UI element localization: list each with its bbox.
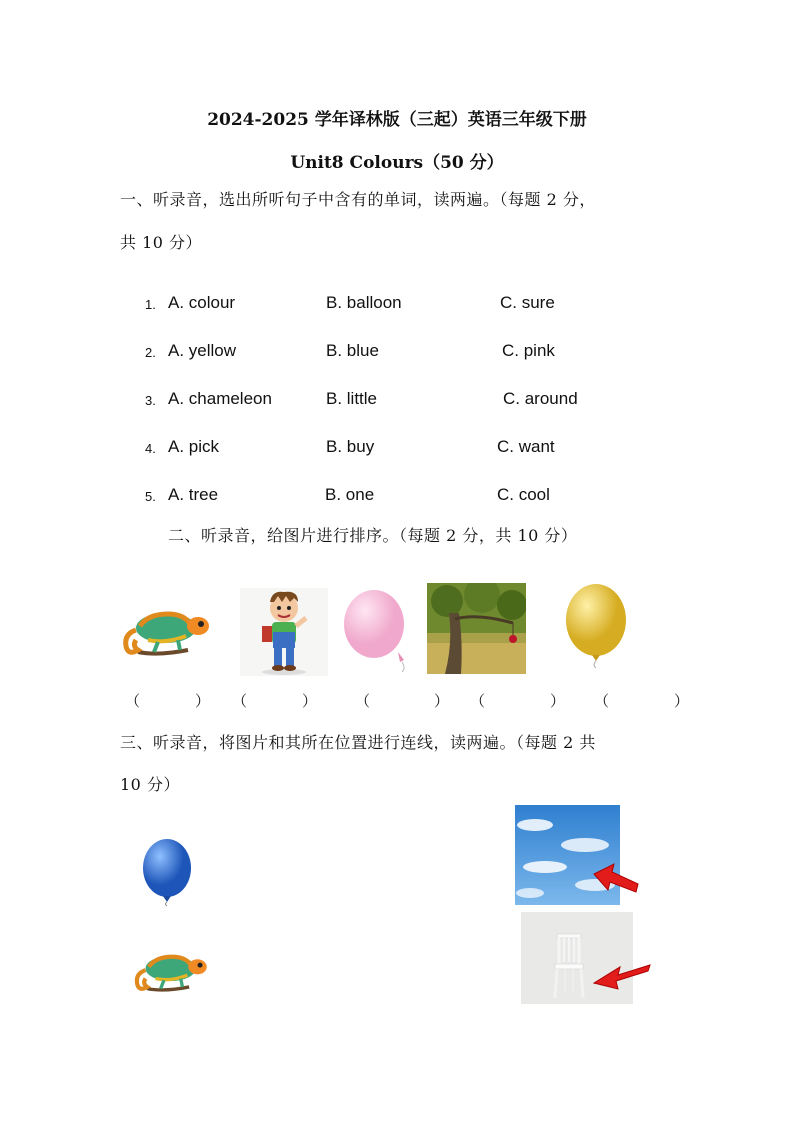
apple-tree-image	[427, 583, 526, 674]
blue-balloon-image	[140, 838, 194, 906]
option-c: C. cool	[497, 485, 550, 504]
chameleon-image	[118, 600, 210, 662]
section2-heading: 二、听录音，给图片进行排序。（每题 2 分，共 10 分）	[168, 526, 578, 545]
answer-blank-open: （	[470, 692, 486, 710]
answer-blank-close: ）	[302, 692, 318, 710]
arrow-icon	[592, 860, 640, 894]
question-number: 5.	[145, 489, 156, 504]
option-b: B. balloon	[326, 293, 402, 312]
answer-blank-open: （	[232, 692, 248, 710]
section3-heading-line2: 10 分）	[120, 775, 180, 794]
option-c: C. sure	[500, 293, 555, 312]
boy-image	[240, 588, 328, 676]
answer-blank-open: （	[355, 692, 371, 710]
option-b: B. buy	[326, 437, 375, 456]
document-subtitle: Unit8 Colours（50 分）	[290, 153, 504, 173]
question-number: 3.	[145, 393, 156, 408]
question-number: 1.	[145, 297, 156, 312]
option-b: B. one	[325, 485, 375, 504]
option-c: C. around	[503, 389, 578, 408]
option-a: A. tree	[168, 485, 219, 504]
option-a: A. pick	[168, 437, 220, 456]
option-c: C. want	[497, 437, 555, 456]
option-b: B. blue	[326, 341, 379, 360]
answer-blank-close: ）	[674, 692, 690, 710]
question-number: 4.	[145, 441, 156, 456]
yellow-balloon-image	[562, 582, 630, 668]
section1-heading-line1: 一、听录音，选出所听句子中含有的单词，读两遍。（每题 2 分，	[120, 190, 596, 209]
pink-balloon-image	[340, 588, 410, 672]
option-a: A. colour	[168, 293, 236, 312]
answer-blank-open: （	[125, 692, 141, 710]
answer-blank-close: ）	[550, 692, 566, 710]
option-a: A. yellow	[168, 341, 237, 360]
option-c: C. pink	[502, 341, 555, 360]
chameleon-image	[124, 945, 214, 997]
arrow-icon	[592, 955, 652, 991]
option-a: A. chameleon	[168, 389, 272, 408]
document-title: 2024-2025 学年译林版（三起）英语三年级下册	[207, 110, 587, 130]
answer-blank-close: ）	[195, 692, 211, 710]
answer-blank-open: （	[594, 692, 610, 710]
question-number: 2.	[145, 345, 156, 360]
section1-heading-line2: 共 10 分）	[120, 233, 203, 252]
option-b: B. little	[326, 389, 378, 408]
answer-blank-close: ）	[434, 692, 450, 710]
section3-heading-line1: 三、听录音，将图片和其所在位置进行连线，读两遍。（每题 2 共	[120, 733, 596, 752]
